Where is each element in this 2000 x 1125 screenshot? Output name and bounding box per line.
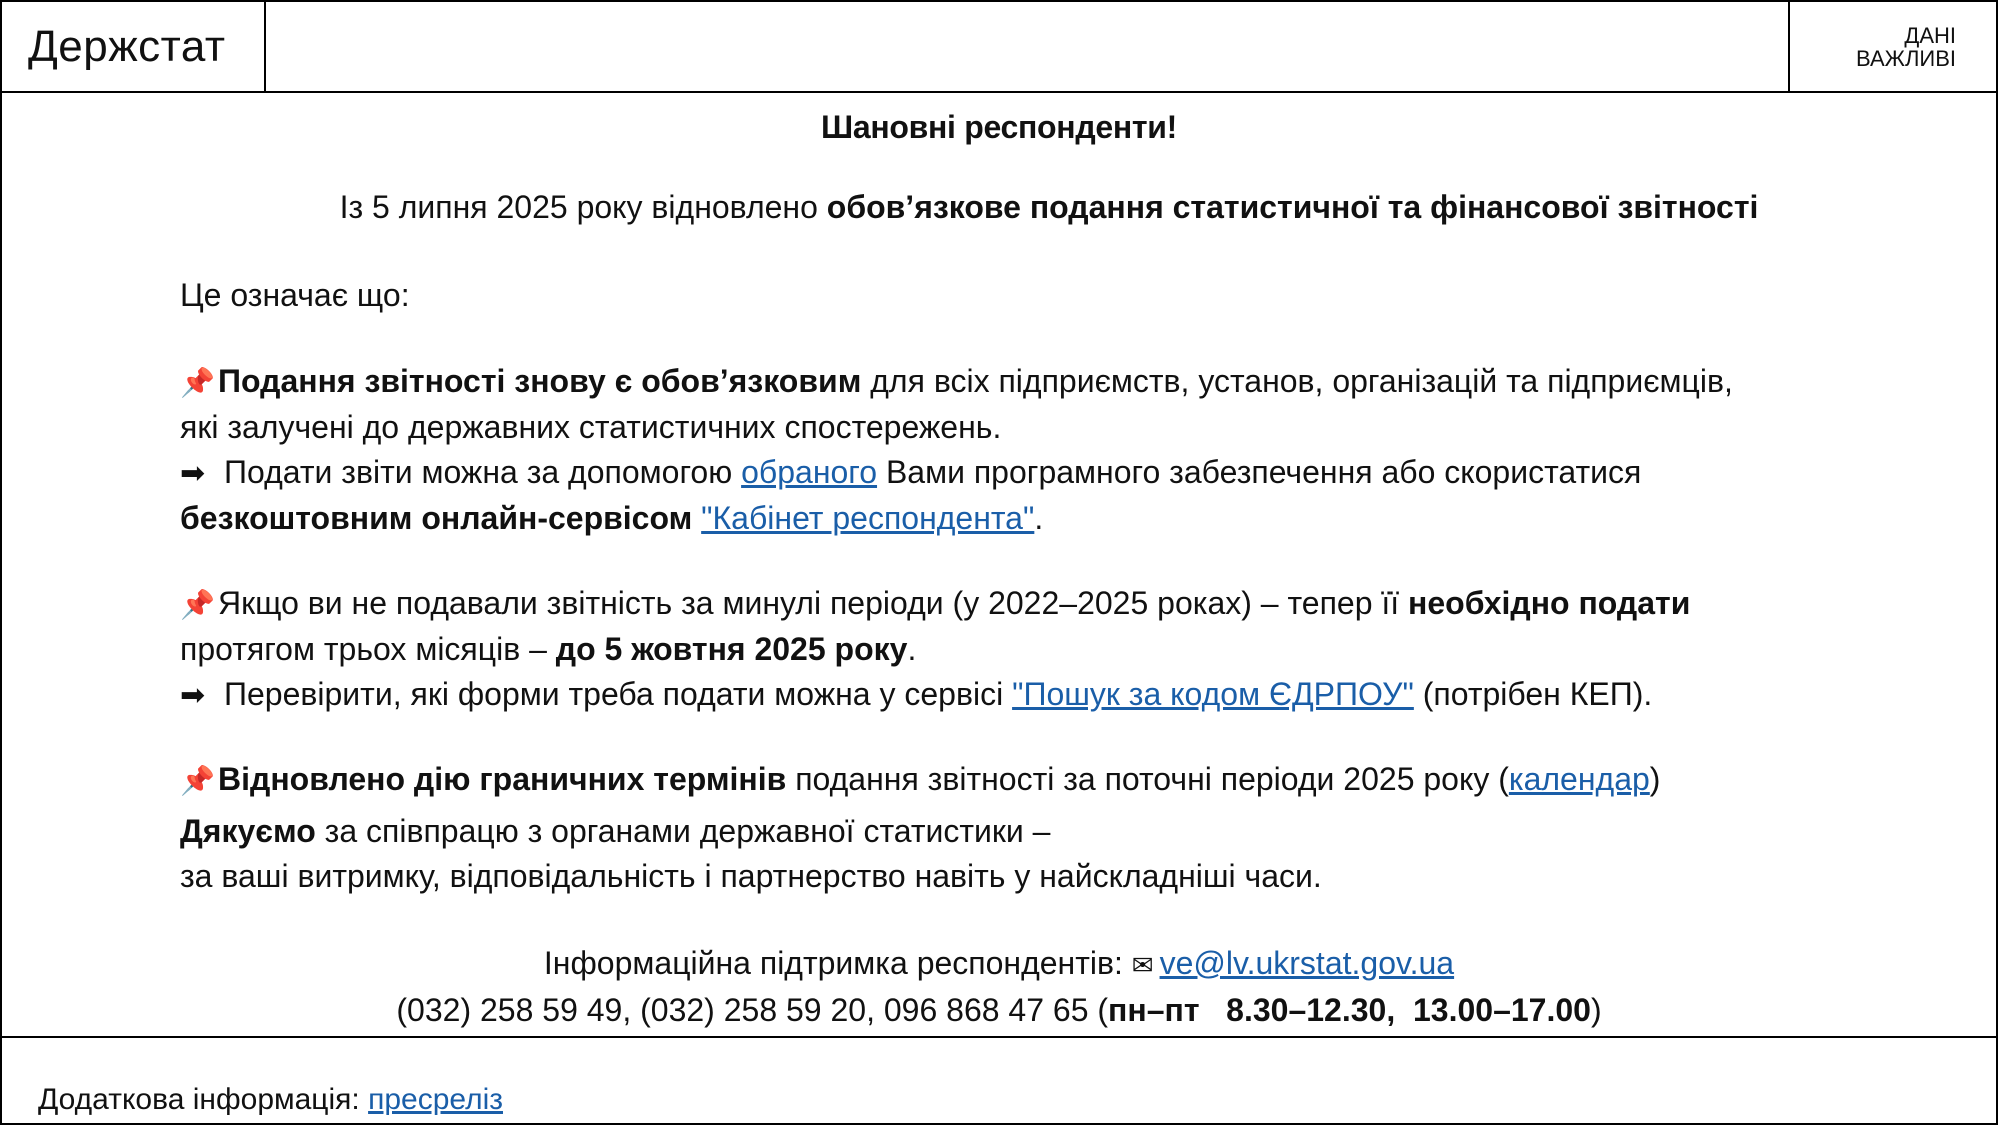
bullet-past-periods bbox=[180, 581, 1880, 718]
b1-arrow-text: Подати звіти можна за допомогою bbox=[224, 454, 742, 490]
header bbox=[0, 0, 1998, 93]
b1-bold2: безкоштовним онлайн-сервісом bbox=[180, 500, 693, 536]
support-label: Інформаційна підтримка респондентів: bbox=[543, 945, 1132, 981]
support-email-line bbox=[2, 941, 1996, 988]
b2-bold: необхідно подати bbox=[1408, 585, 1691, 621]
thanks-block bbox=[180, 809, 1880, 899]
b1-line2: які залучені до державних статистичних спостережень. bbox=[180, 409, 1002, 445]
press-release-link[interactable]: пресреліз bbox=[368, 1083, 503, 1116]
link-software[interactable]: обраного bbox=[741, 454, 878, 490]
thanks-bold: Дякуємо bbox=[180, 813, 316, 849]
pushpin-icon: 📌 bbox=[180, 589, 215, 620]
intro-plain: Із 5 липня 2025 року відновлено bbox=[339, 189, 827, 225]
b1-text: для всіх підприємств, установ, організацій та підприємців, bbox=[861, 363, 1733, 399]
intro-bold: обов’язкове подання статистичної та фінансової звітності bbox=[826, 189, 1759, 225]
thanks-text: за співпрацю з органами державної статистики – bbox=[315, 813, 1051, 849]
bullet-deadlines bbox=[180, 757, 1880, 803]
support-days: пн–пт bbox=[1108, 992, 1200, 1028]
b1-end: . bbox=[1034, 500, 1044, 536]
b1-bold: Подання звітності знову є обов’язковим bbox=[218, 363, 862, 399]
means-line: Це означає що: bbox=[180, 277, 410, 313]
pushpin-icon: 📌 bbox=[180, 765, 215, 796]
support-phones-line bbox=[2, 988, 1996, 1033]
thanks-line2: за ваші витримку, відповідальність і партнерство навіть у найскладніші часи. bbox=[180, 858, 1322, 894]
b2-after: (потрібен КЕП). bbox=[1413, 676, 1653, 712]
slogan-line-2: ВАЖЛИВІ bbox=[1856, 45, 1956, 71]
slogan-line-1: ДАНІ bbox=[1904, 22, 1956, 48]
header-slogan bbox=[1788, 2, 1996, 91]
support-block bbox=[2, 941, 1996, 1033]
header-spacer bbox=[266, 2, 1788, 91]
b3-text: подання звітності за поточні періоди 2025 року ( bbox=[786, 761, 1509, 797]
arrow-right-icon: ➡ bbox=[180, 457, 206, 490]
footer bbox=[0, 1038, 1998, 1125]
b2-arrow-text: Перевірити, які форми треба подати можна у сервісі bbox=[224, 676, 1013, 712]
b2-line2-end: . bbox=[907, 631, 917, 667]
link-respondent-cabinet[interactable]: "Кабінет респондента" bbox=[701, 500, 1035, 536]
announcement bbox=[0, 93, 1998, 1038]
support-phones: (032) 258 59 49, (032) 258 59 20, 096 868 47 65 ( bbox=[396, 992, 1109, 1028]
link-calendar[interactable]: календар bbox=[1508, 761, 1650, 797]
logo-cell bbox=[2, 2, 266, 91]
logo[interactable]: Держстат bbox=[28, 21, 226, 71]
email-icon: ✉ bbox=[1131, 950, 1154, 980]
support-email-link[interactable]: ve@lv.ukrstat.gov.ua bbox=[1159, 945, 1455, 981]
pushpin-icon: 📌 bbox=[180, 367, 215, 398]
b1-mid: Вами програмного забезпечення або скористатися bbox=[877, 454, 1642, 490]
page-title: Шановні респонденти! bbox=[821, 109, 1177, 145]
b3-bold: Відновлено дію граничних термінів bbox=[218, 761, 787, 797]
b3-end: ) bbox=[1649, 761, 1661, 797]
bullet-mandatory bbox=[180, 359, 1880, 541]
support-close: ) bbox=[1590, 992, 1602, 1028]
b2-deadline: до 5 жовтня 2025 року bbox=[555, 631, 908, 667]
support-hours: 8.30–12.30, 13.00–17.00 bbox=[1199, 992, 1591, 1028]
link-edrpou-search[interactable]: "Пошук за кодом ЄДРПОУ" bbox=[1012, 676, 1414, 712]
intro-line bbox=[2, 189, 1996, 226]
b2-line2-plain: протягом трьох місяців – bbox=[180, 631, 556, 667]
arrow-right-icon: ➡ bbox=[180, 679, 206, 712]
footer-label: Додаткова інформація: bbox=[38, 1083, 369, 1116]
b2-text: Якщо ви не подавали звітність за минулі періоди (у 2022–2025 роках) – тепер її bbox=[218, 585, 1409, 621]
